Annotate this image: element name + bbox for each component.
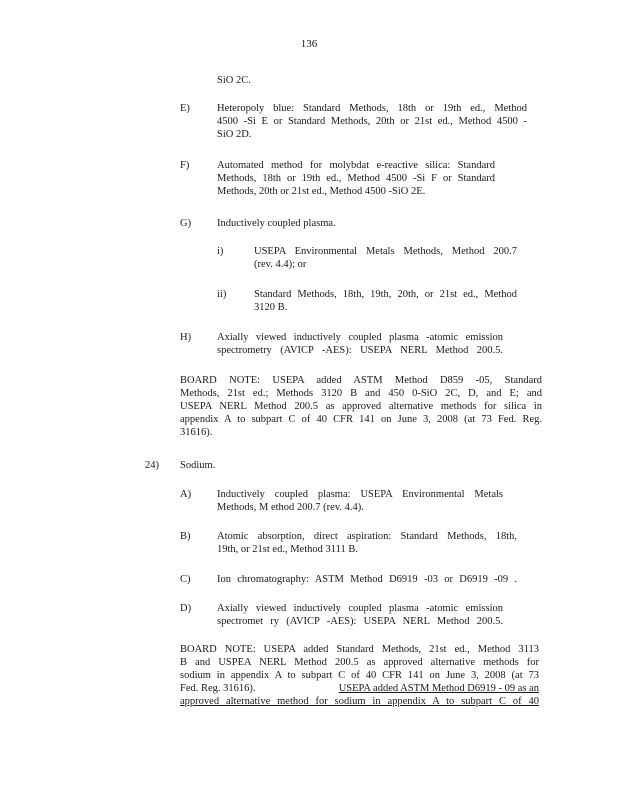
text-line: Automated method for molybdat e-reactive silica: Standard	[217, 160, 495, 171]
item-c-text	[217, 573, 517, 586]
subitem-i-text	[254, 245, 517, 271]
text-line: 19th, or 21st ed., Method 3111 B.	[217, 544, 358, 555]
item-label-g: G)	[180, 218, 192, 229]
text-line: Methods, M ethod 200.7 (rev. 4.4).	[217, 502, 364, 513]
item-b-text	[217, 530, 517, 556]
text-line: Heteropoly blue: Standard Methods, 18th or 19th ed., Method	[217, 103, 527, 114]
section-label-24: 24)	[145, 460, 159, 471]
text-line: spectrometry (AVICP -AES): USEPA NERL Method 200.5.	[217, 345, 503, 356]
page-number: 136	[300, 38, 318, 50]
text-line: SiO 2C.	[217, 75, 251, 86]
text-line	[180, 682, 539, 695]
text-line: USEPA Environmental Metals Methods, Method 200.7	[254, 246, 517, 257]
subitem-label-i: i)	[217, 246, 224, 257]
text-line: appendix A to subpart C of 40 CFR 141 on June 3, 2008 (at 73 Fed. Reg.	[180, 414, 542, 425]
text-line: Inductively coupled plasma.	[217, 218, 336, 229]
inserted-text: USEPA added ASTM Method D6919 - 09 as an	[338, 683, 539, 694]
text-line: B and USPEA NERL Method 200.5 as approved alternative methods for	[180, 657, 539, 668]
text-line: Axially viewed inductively coupled plasma -atomic emission	[217, 332, 503, 343]
text-line: USEPA NERL Method 200.5 as approved alternative methods for silica in	[180, 401, 542, 412]
text-line: Sodium.	[180, 460, 216, 471]
item-h-text	[217, 331, 503, 357]
subitem-label-ii: ii)	[217, 289, 227, 300]
inserted-text: approved alternative method for sodium in appendix A to subpart C of 40	[180, 696, 539, 707]
item-label-c: C)	[180, 574, 191, 585]
item-label-h: H)	[180, 332, 192, 343]
text-line: BOARD NOTE: USEPA added Standard Methods, 21st ed., Method 3113	[180, 644, 539, 655]
text-line: (rev. 4.4); or	[254, 259, 307, 270]
text-line: Axially viewed inductively coupled plasma -atomic emission	[217, 603, 503, 614]
item-a-text	[217, 488, 503, 514]
board-note-sodium	[180, 643, 539, 708]
item-label-b: B)	[180, 531, 191, 542]
text-line: Standard Methods, 18th, 19th, 20th, or 21st ed., Method	[254, 289, 517, 300]
text-line: Methods, 21st ed.; Methods 3120 B and 450 0-SiO 2C, D, and E; and	[180, 388, 542, 399]
text-line: SiO 2D.	[217, 129, 252, 140]
text-segment: Fed. Reg. 31616).	[180, 683, 256, 694]
item-label-f: F)	[180, 160, 190, 171]
item-label-e: E)	[180, 103, 190, 114]
text-line: 3120 B.	[254, 302, 288, 313]
item-g-text	[217, 217, 527, 230]
item-f-text	[217, 159, 495, 198]
item-label-d: D)	[180, 603, 192, 614]
item-d-text	[217, 602, 503, 628]
text-line: Atomic absorption, direct aspiration: Standard Methods, 18th,	[217, 531, 517, 542]
text-line: BOARD NOTE: USEPA added ASTM Method D859 -05, Standard	[180, 375, 542, 386]
continuation-line	[217, 74, 527, 87]
item-label-a: A)	[180, 489, 192, 500]
board-note-silica	[180, 374, 542, 439]
item-e-text	[217, 102, 527, 141]
text-line: Methods, 20th or 21st ed., Method 4500 -SiO 2E.	[217, 186, 426, 197]
text-line: Inductively coupled plasma: USEPA Environmental Metals	[217, 489, 503, 500]
text-line: spectromet ry (AVICP -AES): USEPA NERL Method 200.5.	[217, 616, 503, 627]
subitem-ii-text	[254, 288, 517, 314]
text-line: 31616).	[180, 427, 213, 438]
text-line: sodium in appendix A to subpart C of 40 CFR 141 on June 3, 2008 (at 73	[180, 670, 539, 681]
text-line: Methods, 18th or 19th ed., Method 4500 -Si F or Standard	[217, 173, 495, 184]
text-line: Ion chromatography: ASTM Method D6919 -03 or D6919 -09 .	[217, 574, 517, 585]
section-title-sodium	[180, 459, 215, 472]
text-line: 4500 -Si E or Standard Methods, 20th or 21st ed., Method 4500 -	[217, 116, 527, 127]
